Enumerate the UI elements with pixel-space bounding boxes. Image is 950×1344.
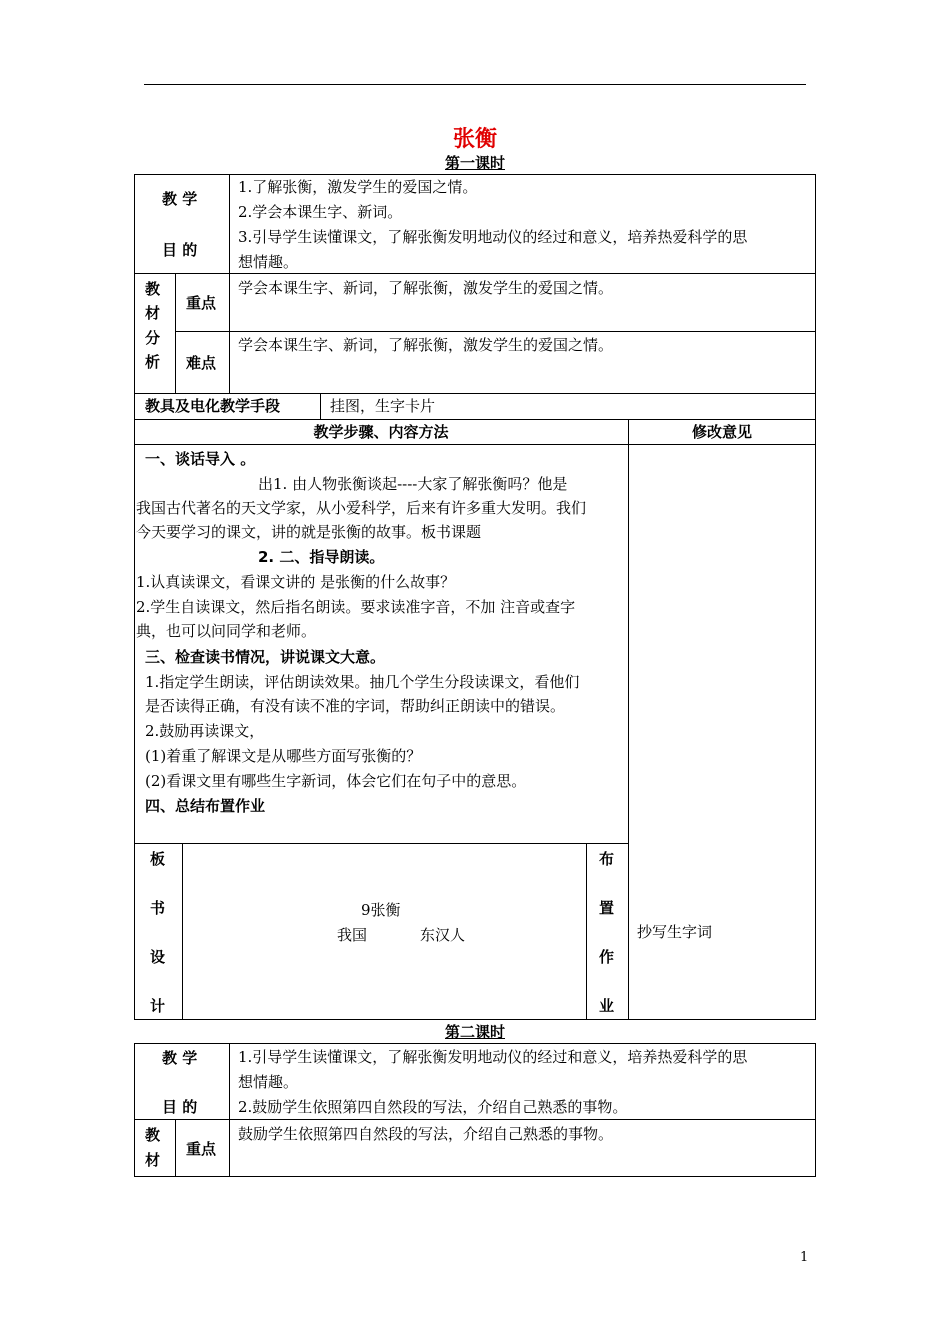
board-line: 东汉人 — [420, 926, 466, 944]
page-title: 张衡 — [452, 127, 497, 152]
step-line: 典，也可以问同学和老师。 — [136, 622, 317, 640]
goal-line: 3.引导学生读懂课文，了解张衡发明地动仪的经过和意义，培养热爱科学的思 — [238, 228, 748, 246]
key-label: 重点 — [186, 294, 217, 312]
step-line: 是否读得正确，有没有读不准的字词，帮助纠正朗读中的错误。 — [145, 697, 566, 715]
step-line: 2.鼓励再读课文， — [145, 722, 265, 740]
analysis-label-char: 教 — [145, 1126, 161, 1144]
step-line: (1)着重了解课文是从哪些方面写张衡的？ — [145, 747, 422, 765]
analysis-label-char: 教 — [145, 280, 161, 298]
revise-header: 修改意见 — [691, 423, 752, 441]
goal-line: 2.鼓励学生依照第四自然段的写法，介绍自己熟悉的事物。 — [238, 1098, 628, 1116]
board-line: 9张衡 — [361, 901, 401, 919]
key-text: 学会本课生字、新词，了解张衡，激发学生的爱国之情。 — [238, 279, 614, 297]
step-line: 2.学生自读课文，然后指名朗读。要求读准字音，不加 注音或查字 — [136, 598, 576, 616]
board-line: 我国 — [337, 926, 368, 944]
tools-text: 挂图，生字卡片 — [330, 397, 436, 415]
analysis-label-char: 材 — [145, 1151, 161, 1169]
goal-line: 1.了解张衡，激发学生的爱国之情。 — [238, 178, 478, 196]
key-text: 鼓励学生依照第四自然段的写法，介绍自己熟悉的事物。 — [238, 1125, 614, 1143]
board-label-char: 计 — [150, 997, 166, 1015]
goal-line: 想情趣。 — [238, 1073, 299, 1091]
homework-text: 抄写生字词 — [637, 923, 713, 941]
tools-label: 教具及电化教学手段 — [145, 397, 281, 415]
step-title: 一、谈话导入 。 — [145, 450, 256, 468]
step-line: 我国古代著名的天文学家，从小爱科学，后来有许多重大发明。我们 — [136, 499, 587, 517]
header-rule — [144, 84, 806, 85]
homework-label-char: 作 — [599, 948, 615, 966]
homework-label-char: 业 — [599, 997, 615, 1015]
analysis-label-char: 材 — [145, 304, 161, 322]
step-line: 出1. 由人物张衡谈起----大家了解张衡吗？他是 — [258, 475, 568, 493]
step-title: 四、总结布置作业 — [145, 797, 266, 815]
step-title: 2. 二、指导朗读。 — [258, 548, 385, 566]
step-line: (2)看课文里有哪些生字新词，体会它们在句子中的意思。 — [145, 772, 527, 790]
board-label-char: 书 — [150, 899, 166, 917]
difficulty-text: 学会本课生字、新词，了解张衡，激发学生的爱国之情。 — [238, 336, 614, 354]
board-label-char: 板 — [150, 850, 166, 868]
goal-line: 2.学会本课生字、新词。 — [238, 203, 403, 221]
step-title: 三、检查读书情况，讲说课文大意。 — [145, 648, 386, 666]
lesson1-heading: 第一课时 — [444, 154, 505, 172]
difficulty-label: 难点 — [186, 354, 217, 372]
goal-line: 想情趣。 — [238, 253, 299, 271]
board-label-char: 设 — [150, 948, 166, 966]
goals-label-1: 教 学 — [162, 190, 198, 208]
homework-label-char: 置 — [599, 899, 615, 917]
lesson2-heading: 第二课时 — [444, 1023, 505, 1041]
key-label: 重点 — [186, 1140, 217, 1158]
step-line: 1.认真读课文，看课文讲的 是张衡的什么故事？ — [136, 573, 456, 591]
goal-line: 1.引导学生读懂课文，了解张衡发明地动仪的经过和意义，培养热爱科学的思 — [238, 1048, 748, 1066]
goals-label-2: 目 的 — [162, 241, 198, 259]
goals-label-1: 教 学 — [162, 1049, 198, 1067]
goals-label-2: 目 的 — [162, 1098, 198, 1116]
step-line: 今天要学习的课文，讲的就是张衡的故事。板书课题 — [136, 523, 482, 541]
analysis-label-char: 析 — [145, 353, 161, 371]
homework-label-char: 布 — [599, 850, 615, 868]
step-line: 1.指定学生朗读，评估朗读效果。抽几个学生分段读课文，看他们 — [145, 673, 580, 691]
steps-header: 教学步骤、内容方法 — [313, 423, 449, 441]
page-number: 1 — [800, 1250, 809, 1265]
analysis-label-char: 分 — [145, 329, 161, 347]
